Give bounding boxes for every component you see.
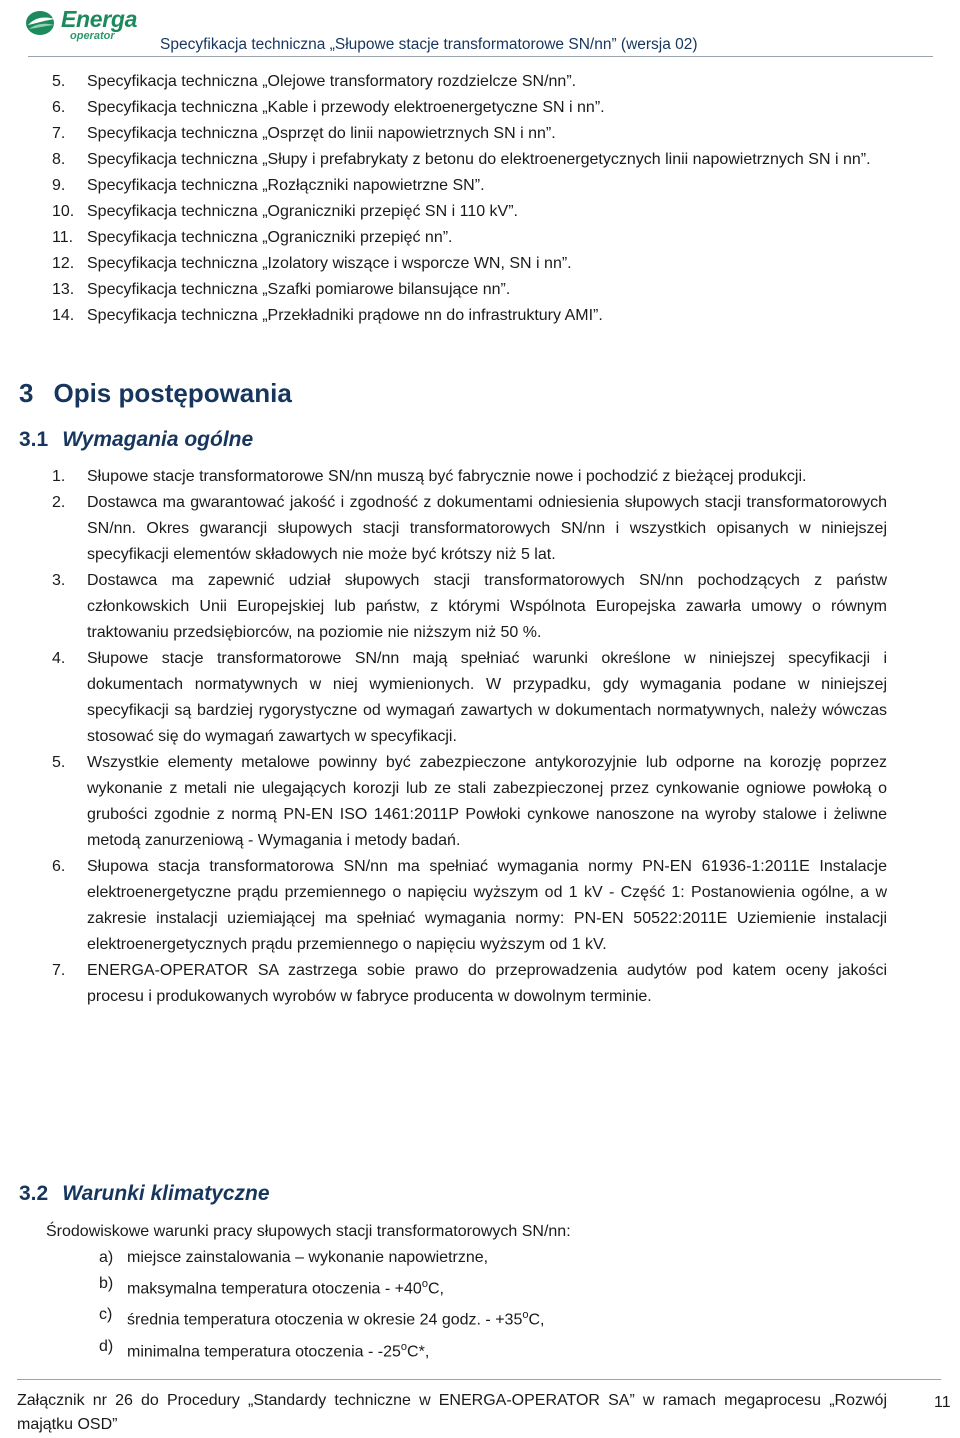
list-text: Specyfikacja techniczna „Rozłączniki napowietrzne SN”. xyxy=(87,177,485,194)
list-item xyxy=(52,251,912,277)
header-divider xyxy=(28,56,933,57)
list-text: Słupowe stacje transformatorowe SN/nn mają spełniać warunki określone w niniejszej specyfikacji i dokumentach normatywnych w niej wymienionych. W przypadku, gdy wymagania podane w niniejszej specyfikacji są bardziej rygorystyczne od wymagań zawartych w dokumentach normatywnych, należy wówczas stosować się do wymagań zawartych w specyfikacji. xyxy=(87,650,887,745)
list-text: Specyfikacja techniczna „Kable i przewody elektroenergetyczne SN i nn”. xyxy=(87,99,605,116)
general-requirements-list xyxy=(52,464,887,1010)
list-number: 9. xyxy=(52,177,66,194)
section-3-1-heading xyxy=(19,428,253,452)
list-text: Słupowe stacje transformatorowe SN/nn muszą być fabrycznie nowe i pochodzić z bieżącej produkcji. xyxy=(87,468,807,485)
list-text: Specyfikacja techniczna „Przekładniki prądowe nn do infrastruktury AMI”. xyxy=(87,307,603,324)
list-number: 11. xyxy=(52,229,74,246)
footer-divider xyxy=(17,1379,941,1380)
list-letter: a) xyxy=(99,1249,114,1266)
list-item xyxy=(52,303,912,329)
list-number: 3. xyxy=(52,572,66,589)
list-text: Specyfikacja techniczna „Ograniczniki przepięć SN i 110 kV”. xyxy=(87,203,518,220)
section-number: 3.2 xyxy=(19,1182,49,1205)
list-item xyxy=(99,1302,544,1333)
section-title: Opis postępowania xyxy=(53,378,292,408)
list-item xyxy=(52,121,912,147)
list-letter: c) xyxy=(99,1306,113,1324)
list-text: ENERGA-OPERATOR SA zastrzega sobie prawo do przeprowadzenia audytów pod katem oceny jakości procesu i produkowanych wyrobów w fabryce producenta w dowolnym terminie. xyxy=(87,962,887,1005)
list-item xyxy=(52,199,912,225)
list-text: średnia temperatura otoczenia w okresie 24 godz. - +35 xyxy=(127,1311,523,1329)
list-letter: d) xyxy=(99,1337,114,1355)
list-item xyxy=(52,490,887,568)
degree-sign: o xyxy=(522,1309,529,1322)
list-text: Specyfikacja techniczna „Szafki pomiarowe bilansujące nn”. xyxy=(87,281,511,298)
list-item xyxy=(99,1271,544,1302)
list-text: minimalna temperatura otoczenia - -25 xyxy=(127,1342,401,1360)
list-number: 12. xyxy=(52,255,75,272)
logo-subtitle: operator xyxy=(70,30,115,42)
unit-text: C, xyxy=(427,1280,444,1298)
list-item xyxy=(52,225,912,251)
section-3-2-heading xyxy=(19,1182,270,1206)
section-title: Wymagania ogólne xyxy=(62,428,254,451)
list-text: Specyfikacja techniczna „Izolatory wiszące i wsporcze WN, SN i nn”. xyxy=(87,255,572,272)
list-text: Specyfikacja techniczna „Ograniczniki przepięć nn”. xyxy=(87,229,453,246)
energa-leaf-icon xyxy=(25,8,57,38)
reference-list xyxy=(52,69,912,329)
list-number: 8. xyxy=(52,151,66,168)
list-number: 7. xyxy=(52,962,66,979)
list-number: 7. xyxy=(52,125,66,142)
list-number: 6. xyxy=(52,99,66,116)
list-text: Specyfikacja techniczna „Olejowe transformatory rozdzielcze SN/nn”. xyxy=(87,73,577,90)
list-item xyxy=(52,69,912,95)
page-number: 11 xyxy=(934,1394,951,1411)
list-item xyxy=(52,854,887,958)
list-number: 1. xyxy=(52,468,66,485)
list-number: 13. xyxy=(52,281,75,298)
degree-sign: o xyxy=(400,1340,408,1353)
unit-text: C*, xyxy=(407,1342,430,1360)
list-item xyxy=(52,147,912,173)
list-number: 4. xyxy=(52,650,66,667)
list-number: 10. xyxy=(52,203,75,220)
list-text: Dostawca ma zapewnić udział słupowych stacji transformatorowych SN/nn pochodzących z państw członkowskich Unii Europejskiej lub państw, z którymi Wspólnota Europejska zawarła umowy o równym traktowaniu przedsiębiorców, na poziomie nie niższym niż 50 %. xyxy=(87,572,887,641)
section-3-heading xyxy=(19,378,292,409)
section-number: 3.1 xyxy=(19,428,49,451)
section-number: 3 xyxy=(19,378,34,408)
climate-intro: Środowiskowe warunki pracy słupowych stacji transformatorowych SN/nn: xyxy=(46,1223,571,1240)
list-number: 14. xyxy=(52,307,75,324)
list-item xyxy=(52,958,887,1010)
list-number: 5. xyxy=(52,754,66,771)
list-item xyxy=(52,464,887,490)
list-text: Słupowa stacja transformatorowa SN/nn ma spełniać wymagania normy PN-EN 61936-1:2011E Instalacje elektroenergetyczne prądu przemiennego o napięciu wyższym od 1 kV - Część 1: Postanowienia ogólne, a w zakresie instalacji uziemiającej ma spełniać wymagania normy: PN-EN 50522:2011E Uziemienie instalacji elektroenergetycznych prądu przemiennego o napięciu wyższym od 1 kV. xyxy=(87,858,887,953)
section-title: Warunki klimatyczne xyxy=(62,1182,270,1205)
list-text: Dostawca ma gwarantować jakość i zgodność z dokumentami odniesienia słupowych stacji transformatorowych SN/nn. Okres gwarancji słupowych stacji transformatorowych SN/nn i wszystkich opisanych w niniejszej specyfikacji elementów składowych nie może być krótszy niż 5 lat. xyxy=(87,494,887,563)
degree-sign: o xyxy=(421,1278,428,1290)
list-number: 5. xyxy=(52,73,66,90)
energa-logo xyxy=(25,6,160,42)
list-item xyxy=(99,1334,544,1365)
climate-conditions-list xyxy=(99,1245,544,1365)
list-text: Specyfikacja techniczna „Osprzęt do linii napowietrznych SN i nn”. xyxy=(87,125,556,142)
list-letter: b) xyxy=(99,1275,114,1292)
logo-name: Energa xyxy=(61,6,138,32)
document-header-title: Specyfikacja techniczna „Słupowe stacje transformatorowe SN/nn” (wersja 02) xyxy=(160,36,698,53)
list-item xyxy=(52,568,887,646)
list-item xyxy=(52,646,887,750)
list-text: Specyfikacja techniczna „Słupy i prefabrykaty z betonu do elektroenergetycznych linii napowietrznych SN i nn”. xyxy=(87,151,871,168)
list-item xyxy=(52,750,887,854)
list-text: miejsce zainstalowania – wykonanie napowietrzne, xyxy=(127,1249,489,1266)
list-number: 2. xyxy=(52,494,66,511)
unit-text: C, xyxy=(528,1311,545,1329)
list-text: Wszystkie elementy metalowe powinny być zabezpieczone antykorozyjnie lub odporne na korozję poprzez wykonanie z metali nie ulegających korozji lub ze stali zabezpieczonej przez cynkowanie ogniowe powłoką o grubości zgodnie z normą PN-EN ISO 1461:2011P Powłoki cynkowe nanoszone na wyroby stalowe i żeliwne metodą zanurzeniową - Wymagania i metody badań. xyxy=(87,754,887,849)
list-text: maksymalna temperatura otoczenia - +40 xyxy=(127,1280,422,1298)
list-item xyxy=(99,1245,544,1271)
list-item xyxy=(52,173,912,199)
list-number: 6. xyxy=(52,858,66,875)
list-item xyxy=(52,277,912,303)
footer-text: Załącznik nr 26 do Procedury „Standardy techniczne w ENERGA-OPERATOR SA” w ramach megaprocesu „Rozwój majątku OSD” xyxy=(17,1392,887,1433)
list-item xyxy=(52,95,912,121)
